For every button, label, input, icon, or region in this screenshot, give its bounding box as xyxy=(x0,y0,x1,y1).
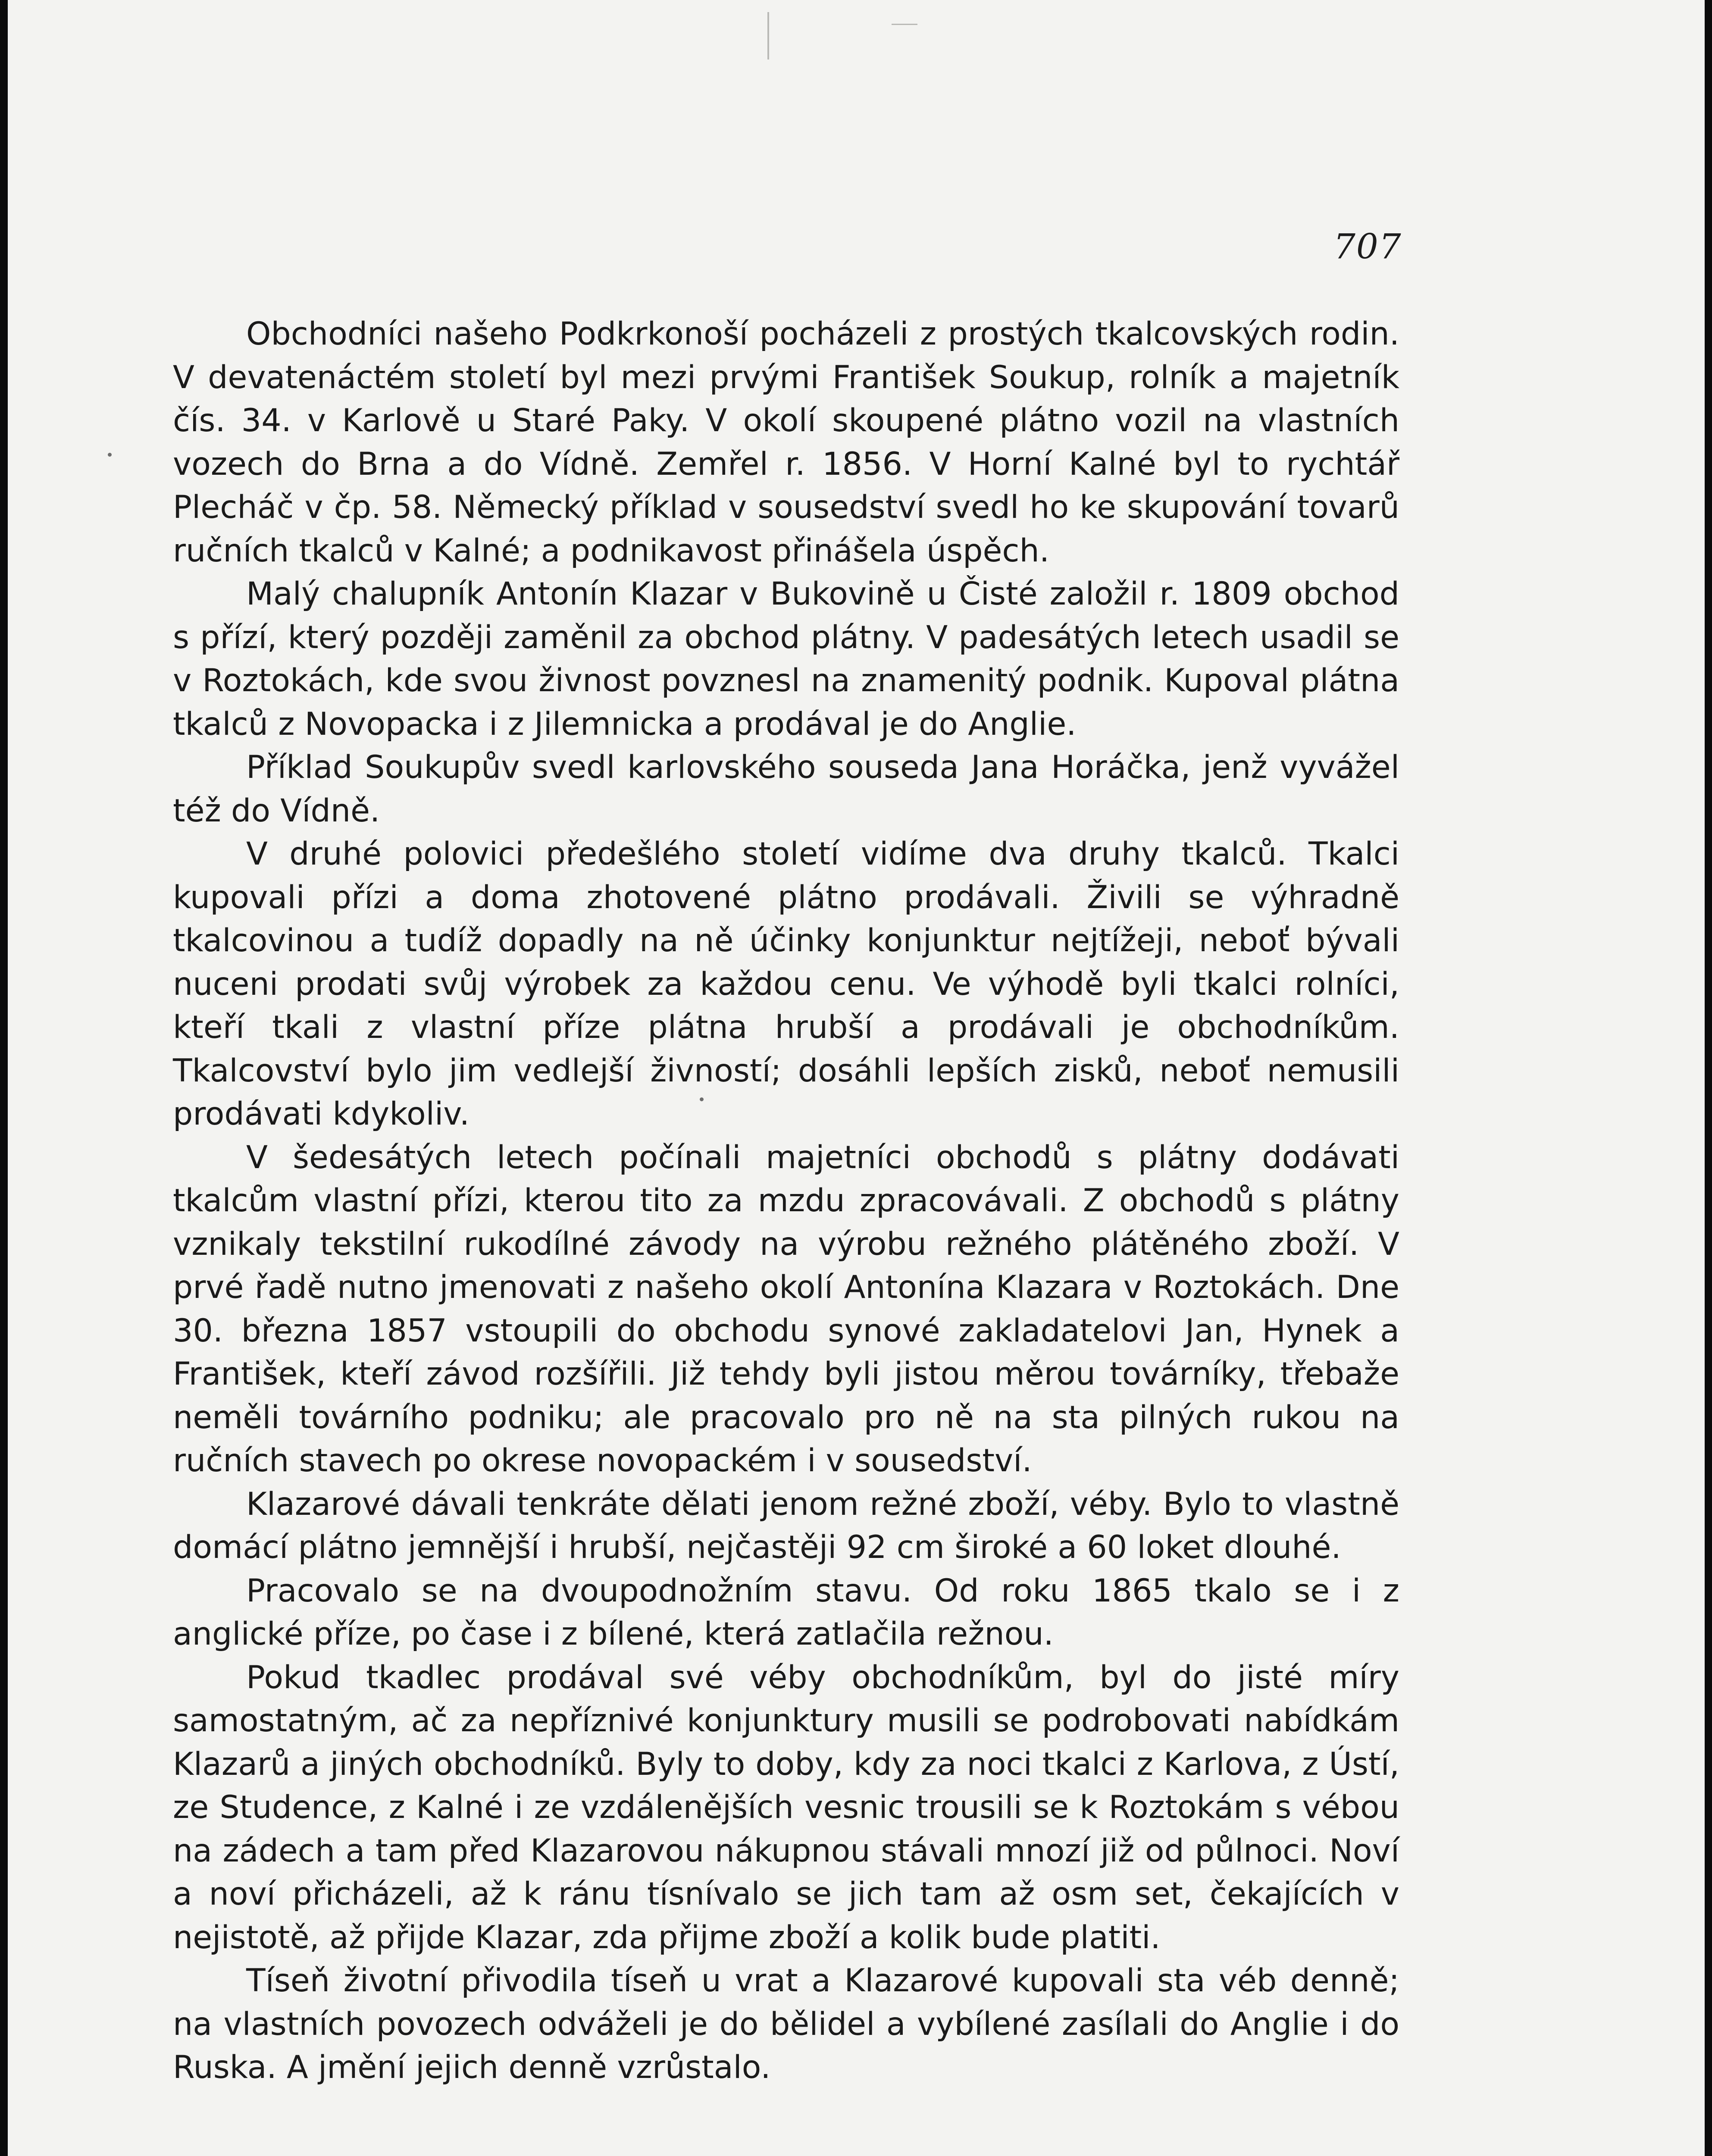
paragraph: Obchodníci našeho Podkrkonoší pocházeli z prostých tkalcovských rodin. V devatenáctém století byl mezi prvými František Soukup, rolník a majetník čís. 34. v Karlově u Staré Paky. V okolí skoupené plátno vozil na vlastních vozech do Brna a do Vídně. Zemřel r. 1856. V Horní Kalné byl to rychtář Plecháč v čp. 58. Německý příklad v sousedství svedl ho ke skupování tovarů ručních tkalců v Kalné; a podnikavost přinášela úspěch. xyxy=(173,316,1399,569)
paragraph: Příklad Soukupův svedl karlovského souseda Jana Horáčka, jenž vyvážel též do Vídně. xyxy=(173,749,1399,829)
speck xyxy=(108,453,112,457)
paragraph: Pracovalo se na dvoupodnožním stavu. Od roku 1865 tkalo se i z anglické příze, po čase i z bílené, která zatlačila režnou. xyxy=(173,1572,1399,1652)
scanned-page xyxy=(8,0,1705,2156)
paragraph: Tíseň životní přivodila tíseň u vrat a Klazarové kupovali sta véb denně; na vlastních povozech odváželi je do bělidel a vybílené zasílali do Anglie i do Ruska. A jmění jejich denně vzrůstalo. xyxy=(173,1962,1399,2086)
body-text xyxy=(173,313,1399,2090)
paragraph: V šedesátých letech počínali majetníci obchodů s plátny dodávati tkalcům vlastní přízi, kterou tito za mzdu zpracovávali. Z obchodů s plátny vznikaly tekstilní rukodílné závody na výrobu režného plátěného zboží. V prvé řadě nutno jmenovati z našeho okolí Antonína Klazara v Roztokách. Dne 30. března 1857 vstoupili do obchodu synové zakladatelovi Jan, Hynek a František, kteří závod rozšířili. Již tehdy byli jistou měrou továrníky, třebaže neměli továrního podniku; ale pracovalo pro ně na sta pilných rukou na ručních stavech po okrese novopackém i v sousedství. xyxy=(173,1139,1399,1479)
page-number: 707 xyxy=(1333,226,1402,266)
paragraph: Malý chalupník Antonín Klazar v Bukovině u Čisté založil r. 1809 obchod s přízí, který později zaměnil za obchod plátny. V padesátých letech usadil se v Roztokách, kde svou živnost povznesl na znamenitý podnik. Kupoval plátna tkalců z Novopacka i z Jilemnicka a prodával je do Anglie. xyxy=(173,576,1399,743)
paragraph: Pokud tkadlec prodával své véby obchodníkům, byl do jisté míry samostatným, ač za nepříznivé konjunktury musili se podrobovati nabídkám Klazarů a jiných obchodníků. Byly to doby, kdy za noci tkalci z Karlova, z Ústí, ze Studence, z Kalné i ze vzdálenějších vesnic trousili se k Roztokám s vébou na zádech a tam před Klazarovou nákupnou stávali mnozí již od půlnoci. Noví a noví přicházeli, až k ránu tísnívalo se jich tam až osm set, čekajících v nejistotě, až přijde Klazar, zda přijme zboží a kolik bude platiti. xyxy=(173,1659,1399,1956)
paragraph: Klazarové dávali tenkráte dělati jenom režné zboží, véby. Bylo to vlastně domácí plátno jemnější i hrubší, nejčastěji 92 cm široké a 60 loket dlouhé. xyxy=(173,1485,1399,1566)
scan-mark-top xyxy=(767,12,769,60)
scan-mark-top-right xyxy=(892,24,917,25)
paragraph: V druhé polovici předešlého století vidíme dva druhy tkalců. Tkalci kupovali přízi a doma zhotovené plátno prodávali. Živili se výhradně tkalcovinou a tudíž dopadly na ně účinky konjunktur nejtížeji, neboť bývali nuceni prodati svůj výrobek za každou cenu. Ve výhodě byli tkalci rolníci, kteří tkali z vlastní příze plátna hrubší a prodávali je obchodníkům. Tkalcovství bylo jim vedlejší živností; dosáhli lepších zisků, neboť nemusili prodávati kdykoliv. xyxy=(173,836,1399,1132)
